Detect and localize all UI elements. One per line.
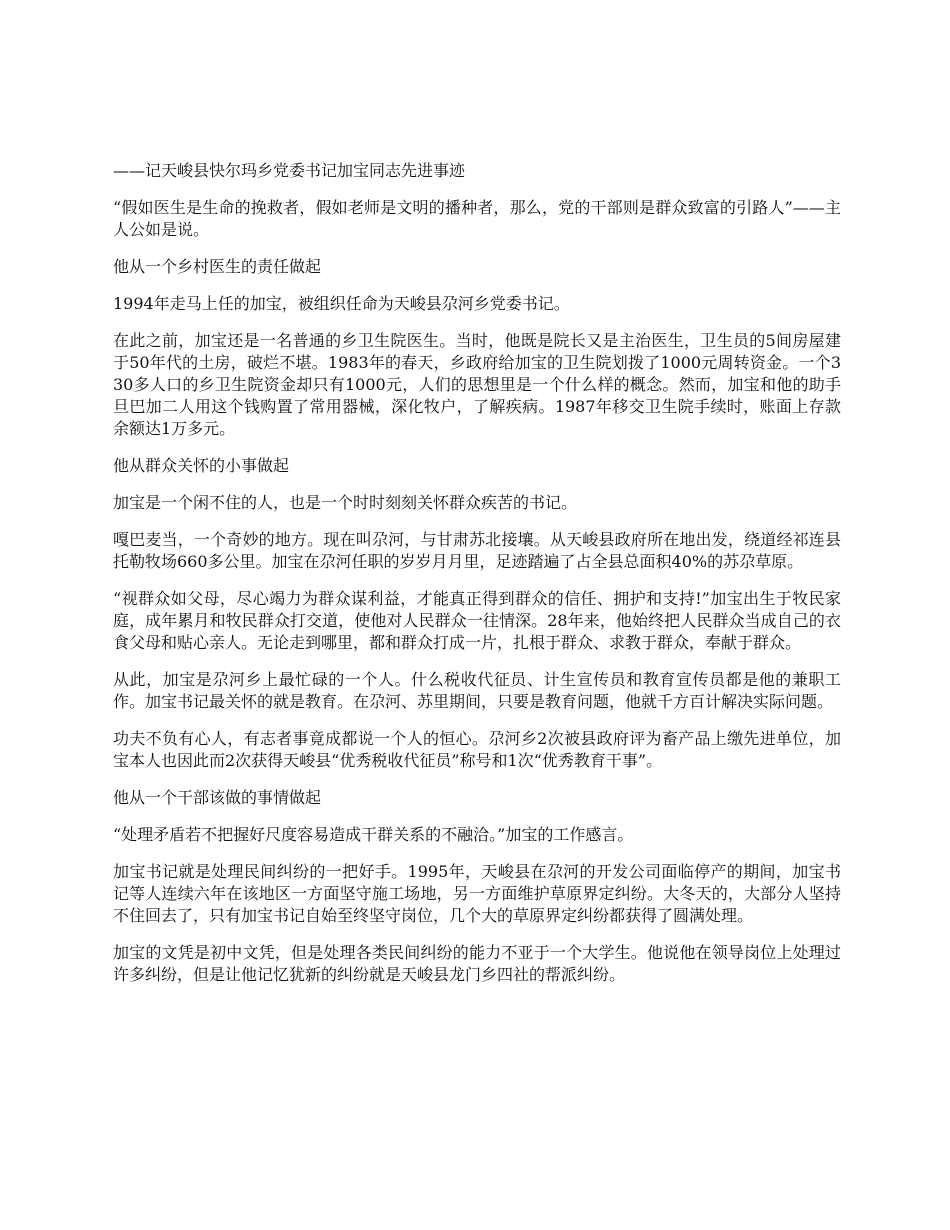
paragraph: “视群众如父母，尽心竭力为群众谋利益，才能真正得到群众的信任、拥护和支持!”加宝出生于牧民家庭，成年累月和牧民群众打交道，使他对人民群众一往情深。28年来，他始终把人民群众当成自己的衣食父母和贴心亲人。无论走到哪里，都和群众打成一片，扎根于群众、求教于群众，奉献于群众。	[113, 589, 841, 652]
section-heading: 他从一个干部该做的事情做起	[113, 788, 322, 807]
paragraph: 功夫不负有心人，有志者事竟成都说一个人的恒心。尕河乡2次被县政府评为畜产品上缴先进单位，加宝本人也因此而2次获得天峻县“优秀税收代征员”称号和1次“优秀教育干事”。	[113, 729, 841, 770]
paragraph: 嘎巴麦当，一个奇妙的地方。现在叫尕河，与甘肃苏北接壤。从天峻县政府所在地出发，绕道经祁连县托勒牧场660多公里。加宝在尕河任职的岁岁月月里，足迹踏遍了占全县总面积40%的苏尕草原。	[113, 530, 841, 571]
section-heading: 他从群众关怀的小事做起	[113, 456, 290, 475]
document-subtitle: ——记天峻县快尔玛乡党委书记加宝同志先进事迹	[113, 161, 466, 180]
paragraph: 1994年走马上任的加宝，被组织任命为天峻县尕河乡党委书记。	[113, 294, 570, 313]
paragraph: “处理矛盾若不把握好尺度容易造成干群关系的不融洽。”加宝的工作感言。	[113, 825, 634, 844]
document-page	[113, 160, 841, 1001]
paragraph: 加宝书记就是处理民间纠纷的一把好手。1995年，天峻县在尕河的开发公司面临停产的期间，加宝书记等人连续六年在该地区一方面坚守施工场地，另一方面维护草原界定纠纷。大冬天的，大部分人坚持不住回去了，只有加宝书记自始至终坚守岗位，几个大的草原界定纠纷都获得了圆满处理。	[113, 862, 841, 925]
section-heading: 他从一个乡村医生的责任做起	[113, 257, 322, 276]
paragraph: “假如医生是生命的挽救者，假如老师是文明的播种者，那么，党的干部则是群众致富的引路人”——主人公如是说。	[113, 198, 841, 239]
paragraph: 从此，加宝是尕河乡上最忙碌的一个人。什么税收代征员、计生宣传员和教育宣传员都是他的兼职工作。加宝书记最关怀的就是教育。在尕河、苏里期间，只要是教育问题，他就千方百计解决实际问题。	[113, 670, 841, 711]
paragraph: 加宝的文凭是初中文凭，但是处理各类民间纠纷的能力不亚于一个大学生。他说他在领导岗位上处理过许多纠纷，但是让他记忆犹新的纠纷就是天峻县龙门乡四社的帮派纠纷。	[113, 943, 841, 984]
paragraph: 加宝是一个闲不住的人，也是一个时时刻刻关怀群众疾苦的书记。	[113, 493, 578, 512]
paragraph: 在此之前，加宝还是一名普通的乡卫生院医生。当时，他既是院长又是主治医生，卫生员的5间房屋建于50年代的土房，破烂不堪。1983年的春天，乡政府给加宝的卫生院划拨了1000元周转资金。一个330多人口的乡卫生院资金却只有1000元，人们的思想里是一个什么样的概念。然而，加宝和他的助手旦巴加二人用这个钱购置了常用器械，深化牧户，了解疾病。1987年移交卫生院手续时，账面上存款余额达1万多元。	[113, 331, 841, 438]
